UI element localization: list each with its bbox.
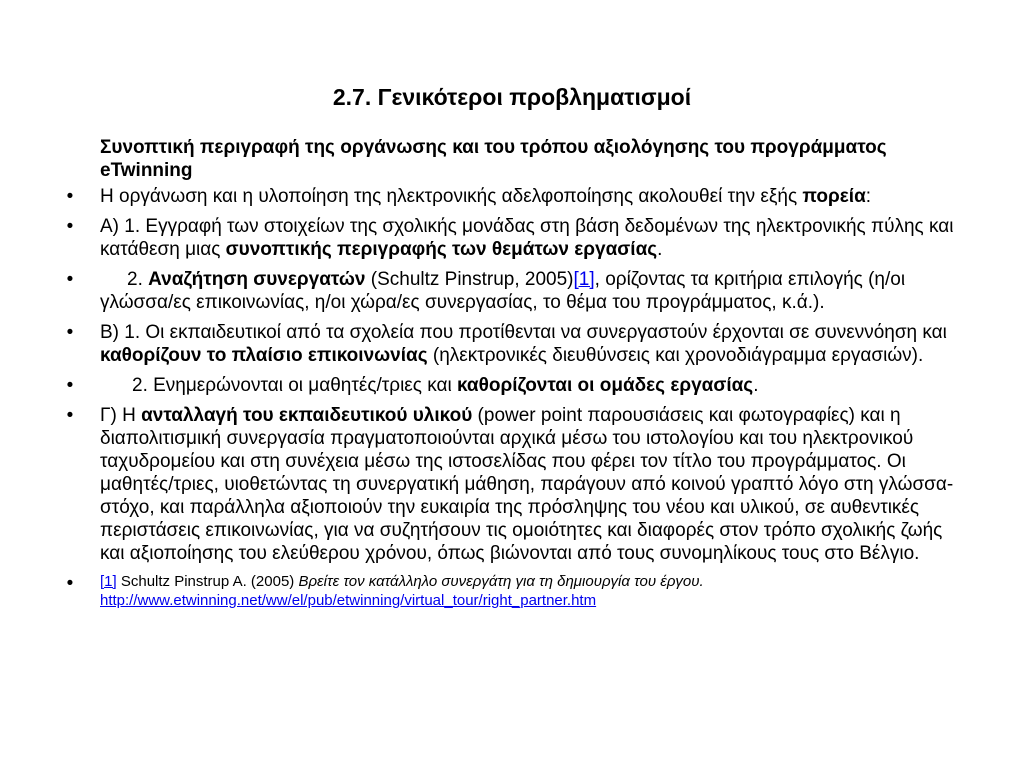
bullet-bold: καθορίζουν το πλαίσιο επικοινωνίας xyxy=(100,345,428,366)
bullet-icon: • xyxy=(66,322,74,343)
slide-title: 2.7. Γενικότεροι προβληματισμοί xyxy=(332,84,692,110)
bullet-text: : xyxy=(865,186,872,207)
bullet-icon: • xyxy=(66,186,74,207)
bullet-item-c xyxy=(66,404,970,565)
subheading: Συνοπτική περιγραφή της οργάνωσης και του τρόπου αξιολόγησης του προγράμματος eTwinning xyxy=(100,137,887,181)
bullet-text: (power point παρουσιάσεις και φωτογραφίες) και η διαπολιτισμική συνεργασία πραγματοποιούνται αρχικά μέσω του ιστολογίου και του ηλεκτρονικού ταχυδρομείου και στη συνέχεια μέσω της ιστοσελίδας που φέρει τον τίτλο του προγράμματος. Οι μαθητές/τριες, υιοθετώντας τη συνεργατική μάθηση, παράγουν από κοινού γραπτό λόγο στη γλώσσα-στόχο, και παράλληλα αξιοποιούν την ευκαιρία της πρόσληψης του νέου και υλικού, σε αυθεντικές περιστάσεις επικοινωνίας, για να συζητήσουν τις ομοιότητες και διαφορές στον τρόπο σχολικής ζωής και αξιοποίησης του ελεύθερου χρόνου, όπως βιώνονται από τους συνομηλίκους τους στο Βέλγιο. xyxy=(100,405,954,564)
bullet-text: (Schultz Pinstrup, 2005) xyxy=(365,269,574,290)
bullet-icon: • xyxy=(66,269,74,290)
bullet-text: Γ) Η xyxy=(100,405,142,426)
bullet-icon: • xyxy=(66,216,74,237)
bullet-text: 2. xyxy=(127,269,149,290)
bullet-icon: • xyxy=(66,375,74,396)
footnote-url-link[interactable]: http://www.etwinning.net/ww/el/pub/etwinning/virtual_tour/right_partner.htm xyxy=(100,592,597,609)
bullet-item-route xyxy=(66,185,970,208)
bullet-item-b1 xyxy=(66,321,970,367)
bullet-bold: καθορίζονται οι ομάδες εργασίας xyxy=(456,375,754,396)
bullet-item-b2 xyxy=(66,374,970,397)
bullet-text: . xyxy=(753,375,759,396)
bullet-bold: συνοπτικής περιγραφής των θεμάτων εργασίας xyxy=(225,239,658,260)
bullet-text: , ορίζοντας τα κριτήρια επιλογής (η/οι γλώσσα/ες επικοινωνίας, η/οι χώρα/ες συνεργασίας, το θέμα του προγράμματος, κ.ά.). xyxy=(100,269,906,313)
slide-content xyxy=(66,136,970,610)
bullet-item-a2 xyxy=(66,268,970,314)
bullet-text: . xyxy=(657,239,663,260)
bullet-bold: πορεία xyxy=(802,186,866,207)
bullet-text: Η οργάνωση και η υλοποίηση της ηλεκτρονικής αδελφοποίησης ακολουθεί την εξής xyxy=(100,186,803,207)
footnote-ref-link[interactable]: [1] xyxy=(100,573,117,590)
bullet-text: Β) 1. Οι εκπαιδευτικοί από τα σχολεία που προτίθενται να συνεργαστούν έρχονται σε συνεννόηση και xyxy=(100,322,947,343)
bullet-text: 2. Ενημερώνονται οι μαθητές/τριες και xyxy=(132,375,457,396)
bullet-text: Α) 1. Εγγραφή των στοιχείων της σχολικής μονάδας στη βάση δεδομένων της ηλεκτρονικής πύλης και κατάθεση μιας xyxy=(100,216,954,260)
footnote-italic: Βρείτε τον κατάλληλο συνεργάτη για τη δημιουργία του έργου. xyxy=(298,573,704,590)
footnote-ref-link[interactable]: [1] xyxy=(573,269,595,290)
bullet-text: (ηλεκτρονικές διευθύνσεις και χρονοδιάγραμμα εργασιών). xyxy=(427,345,924,366)
bullet-bold: ανταλλαγή του εκπαιδευτικού υλικού xyxy=(141,405,473,426)
bullet-icon: • xyxy=(66,573,74,594)
bullet-icon: • xyxy=(66,405,74,426)
bullet-item-a1 xyxy=(66,215,970,261)
bullet-item-footnote xyxy=(66,572,970,610)
footnote xyxy=(100,572,970,610)
footnote-text: Schultz Pinstrup A. (2005) xyxy=(116,573,299,590)
bullet-list xyxy=(66,185,970,610)
bullet-bold: Αναζήτηση συνεργατών xyxy=(148,269,366,290)
